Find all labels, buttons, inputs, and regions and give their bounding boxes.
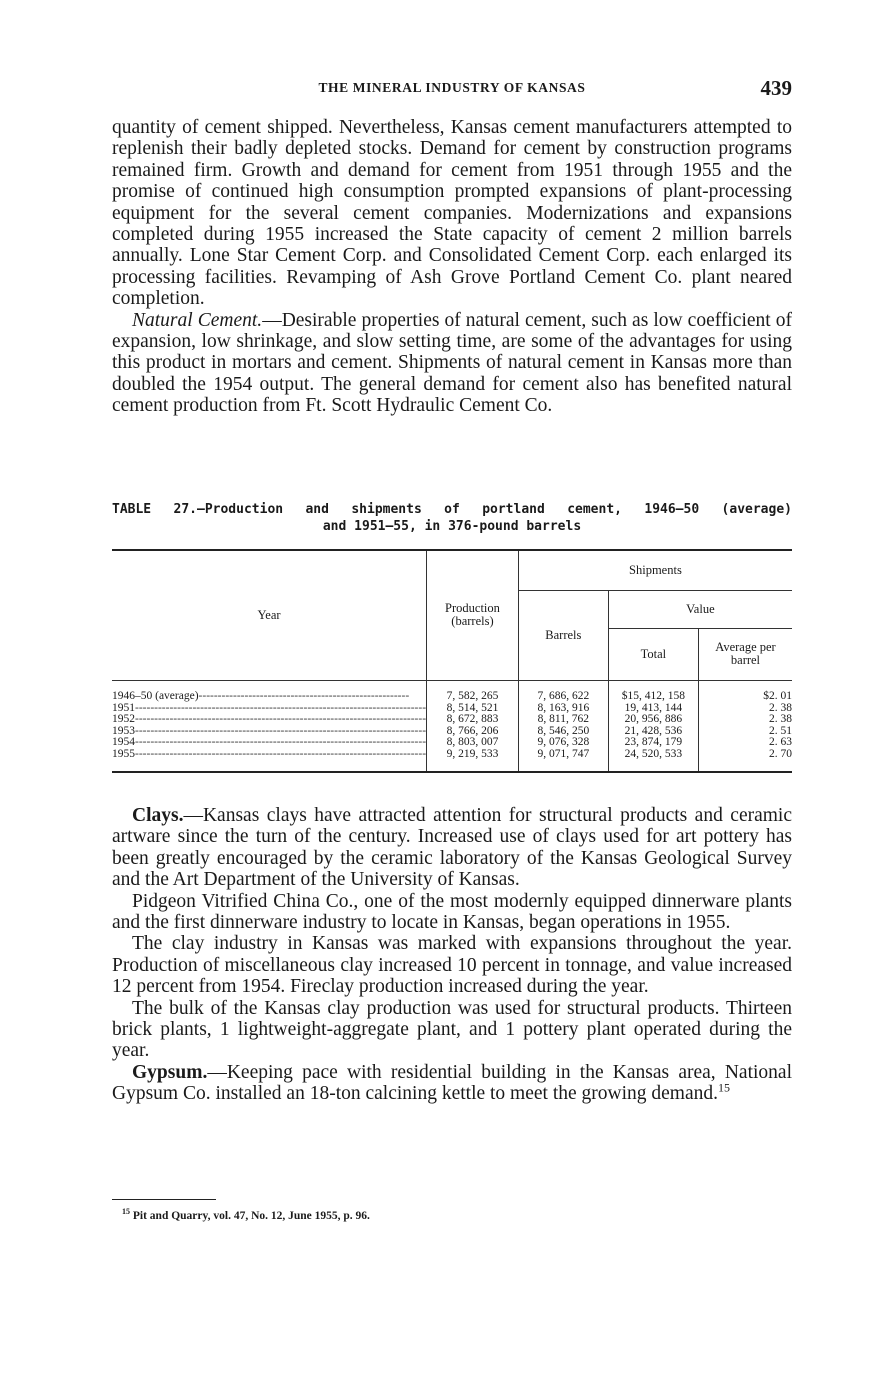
run-in-head-gypsum: Gypsum. bbox=[132, 1061, 208, 1083]
table-caption-line1: TABLE 27.—Production and shipments of portland cement, 1946–50 (average) bbox=[112, 502, 792, 517]
row-production: 8, 514, 521 bbox=[427, 703, 519, 715]
row-average: 2. 51 bbox=[769, 724, 792, 737]
row-production: 8, 766, 206 bbox=[427, 726, 519, 738]
table-body bbox=[112, 680, 792, 772]
table-row: 1952---------------------------------------------------------------------------- 8, 672, 883 8, 811, 762 20, 956, 886 2. 38 bbox=[112, 713, 792, 725]
row-year: 1954 bbox=[112, 737, 135, 748]
row-barrels: 7, 686, 622 bbox=[518, 691, 608, 703]
footnote-reference: 15 bbox=[718, 1080, 730, 1095]
body-text-top bbox=[112, 117, 792, 417]
footnote-rule bbox=[112, 1199, 216, 1200]
row-total: 19, 413, 144 bbox=[608, 703, 698, 715]
paragraph-pidgeon: Pidgeon Vitrified China Co., one of the most modernly equipped dinnerware plants and the first dinnerware industry to locate in Kansas, began operations in 1955. bbox=[112, 890, 792, 934]
row-year: 1951 bbox=[112, 702, 135, 714]
header-average: Average per barrel bbox=[698, 628, 792, 680]
row-production: 7, 582, 265 bbox=[427, 691, 519, 703]
paragraph-natural-cement bbox=[112, 310, 792, 417]
cement-table bbox=[112, 549, 792, 773]
paragraph-clays bbox=[112, 805, 792, 891]
header-barrels: Barrels bbox=[518, 590, 608, 680]
row-production: 9, 219, 533 bbox=[427, 749, 519, 761]
paragraph-clay-industry: The clay industry in Kansas was marked with expansions throughout the year. Production of miscellaneous clay increased 10 percent in tonnage, and value increased 12 percent from 1954. Fireclay production increased during the year. bbox=[112, 933, 792, 998]
row-barrels: 8, 811, 762 bbox=[518, 714, 608, 726]
running-head bbox=[112, 76, 792, 102]
run-in-head-natural-cement: Natural Cement. bbox=[132, 309, 263, 331]
table-row: 1955---------------------------------------------------------------------------- 9, 219, 533 9, 071, 747 24, 520, 533 2. 70 bbox=[112, 747, 792, 760]
table-caption-line2: and 1951–55, in 376-pound barrels bbox=[322, 519, 582, 534]
page-number: 439 bbox=[760, 76, 792, 100]
row-year: 1946–50 (average) bbox=[112, 691, 199, 702]
header-value: Value bbox=[608, 590, 792, 628]
row-total: 23, 874, 179 bbox=[608, 737, 698, 749]
natural-cement-text: —Desirable properties of natural cement, such as low coefficient of expansion, low shrinkage, and slow setting time, are some of the advantages for using this product in mortars and cement. Shipments of natural cement in Kansas more than doubled the 1954 output. The general demand for cement also has benefited natural cement production from Ft. Scott Hydraulic Cement Co. bbox=[112, 309, 792, 417]
row-barrels: 8, 546, 250 bbox=[518, 726, 608, 738]
row-production: 8, 803, 007 bbox=[427, 737, 519, 749]
run-in-head-clays: Clays. bbox=[132, 805, 184, 826]
paragraph-structural-products: The bulk of the Kansas clay production was used for structural products. Thirteen brick plants, 1 lightweight-aggregate plant, and 1 pottery plant operated during the year. bbox=[112, 997, 792, 1062]
header-total: Total bbox=[608, 628, 698, 680]
row-average: $2. 01 bbox=[763, 690, 792, 702]
row-total: 24, 520, 533 bbox=[608, 749, 698, 761]
row-average: 2. 70 bbox=[769, 747, 792, 760]
row-total: $15, 412, 158 bbox=[608, 691, 698, 703]
table-row: 1951---------------------------------------------------------------------------- 8, 514, 521 8, 163, 916 19, 413, 144 2. 38 bbox=[112, 701, 792, 714]
row-average: 2. 38 bbox=[769, 713, 792, 725]
running-title: THE MINERAL INDUSTRY OF KANSAS bbox=[318, 80, 586, 95]
row-year: 1952 bbox=[112, 714, 135, 725]
table-27 bbox=[112, 549, 792, 773]
footnote-marker: 15 bbox=[122, 1207, 130, 1217]
header-shipments: Shipments bbox=[518, 550, 792, 590]
header-production: Production (barrels) bbox=[427, 550, 519, 680]
row-barrels: 9, 076, 328 bbox=[518, 737, 608, 749]
paragraph-cement: quantity of cement shipped. Nevertheless, Kansas cement manufacturers attempted to replenish their badly depleted stocks. Demand for cement by construction programs remained firm. Growth and demand for cement from 1951 through 1955 and the promise of continued high consumption prompted expansions of plant-processing equipment for the several cement companies. Modernizations and expansions completed during 1955 increased the State capacity of cement 2 million barrels annually. Lone Star Cement Corp. and Consolidated Cement Corp. each enlarged its processing facilities. Revamping of Ash Grove Portland Cement Co. plant neared completion. bbox=[112, 117, 792, 310]
row-year: 1955 bbox=[112, 748, 135, 760]
row-barrels: 8, 163, 916 bbox=[518, 703, 608, 715]
row-year: 1953 bbox=[112, 725, 135, 737]
paragraph-gypsum bbox=[112, 1062, 792, 1105]
table-row: 1954---------------------------------------------------------------------------- 8, 803, 007 9, 076, 328 23, 874, 179 2. 63 bbox=[112, 736, 792, 748]
clays-text: —Kansas clays have attracted attention for structural products and ceramic artware since the turn of the century. Increased use of clays used for art pottery has been greatly encouraged by the ceramic laboratory of the Kansas Geological Survey and the Art Department of the University of Kansas. bbox=[112, 805, 792, 891]
body-text-bottom bbox=[112, 805, 792, 1105]
row-average: 2. 38 bbox=[769, 701, 792, 714]
footnote-text: Pit and Quarry, vol. 47, No. 12, June 1955, p. 96. bbox=[132, 1210, 370, 1222]
header-year: Year bbox=[112, 550, 427, 680]
row-barrels: 9, 071, 747 bbox=[518, 749, 608, 761]
row-total: 20, 956, 886 bbox=[608, 714, 698, 726]
table-row: 1953---------------------------------------------------------------------------- 8, 766, 206 8, 546, 250 21, 428, 536 2. 51 bbox=[112, 724, 792, 737]
table-caption bbox=[112, 501, 792, 535]
footnote bbox=[122, 1207, 370, 1222]
gypsum-text: —Keeping pace with residential building in the Kansas area, National Gypsum Co. installed an 18-ton calcining kettle to meet the growing demand. bbox=[112, 1061, 792, 1105]
row-production: 8, 672, 883 bbox=[427, 714, 519, 726]
row-average: 2. 63 bbox=[769, 736, 792, 748]
row-total: 21, 428, 536 bbox=[608, 726, 698, 738]
table-row: 1946–50 (average)------------------------------------------------------- 7, 582, 265 7, 686, 622 $15, 412, 158 $2. 01 bbox=[112, 690, 792, 702]
